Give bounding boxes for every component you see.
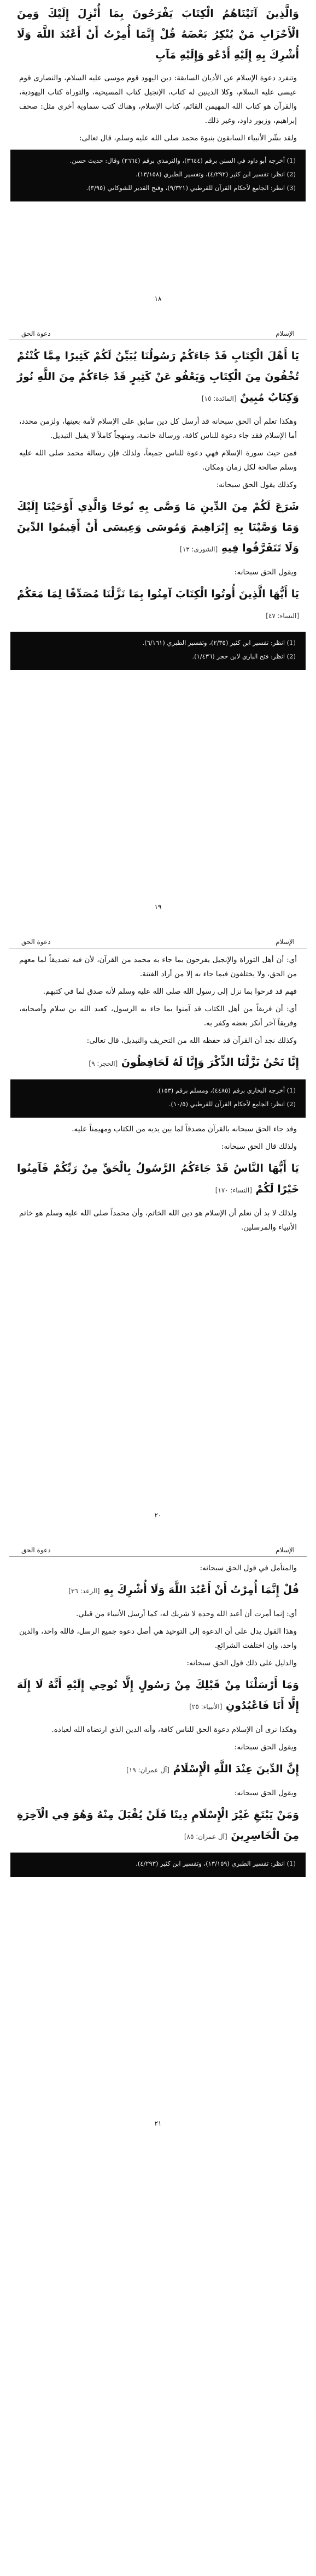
quran-verse: [5, 1673, 311, 1718]
quran-verse: [5, 1051, 311, 1075]
page-1: [5, 2, 311, 308]
paragraph: ولقد بشّر الأنبياء السابقون بنبوة محمد صلى الله عليه وسلم، قال تعالى:: [79, 134, 297, 143]
footnote: (1) انظر: تفسير الطبري (١٣/١٥٩)، وتفسير ابن كثير (٤/٢٩٣).: [136, 1860, 296, 1867]
running-head-left: دعوة الحق: [21, 938, 51, 946]
verse-text: وَمَا أَرْسَلْنَا مِنْ قَبْلِكَ مِنْ رَسُولٍ إِلَّا نُوحِي إِلَيْهِ أَنَّهُ لَا إِلَهَ إِلَّا أَنَا فَاعْبُدُونِ: [17, 1679, 299, 1712]
verse-reference: [النساء: ٤٧]: [266, 612, 299, 620]
verse-reference: [الشورى: ١٣]: [180, 545, 218, 553]
paragraph: أي: أن أهل التوراة والإنجيل يفرحون بما جاء به محمد من القرآن، لأن فيه تصديقاً لما معهم من الحق، ولا يختلفون فيما جاء به إلا من أراد الفتنة.: [19, 955, 297, 978]
page-number: ٢٠: [154, 1511, 162, 1519]
verse-text: قُلْ إِنَّمَا أُمِرْتُ أَنْ أَعْبُدَ اللَّهَ وَلَا أُشْرِكَ بِهِ: [103, 1584, 299, 1596]
page-number: ١٨: [154, 295, 162, 302]
quran-verse: [5, 1578, 311, 1602]
paragraph: ويقول الحق سبحانه:: [234, 1743, 297, 1752]
page-number: ٢١: [154, 2120, 162, 2127]
page-number: ١٩: [154, 903, 162, 911]
paragraph: وهذا القول يدل على أن الدعوة إلى التوحيد هي أصل دعوة جميع الرسل، فالله واحد، والدين واحد، وإن اختلفت الشرائع.: [19, 1627, 297, 1650]
footnote: (3) انظر: الجامع لأحكام القرآن للقرطبي (٩/٣٢١)، وفتح القدير للشوكاني (٣/٩٥).: [86, 184, 296, 192]
paragraph: ويقول الحق سبحانه:: [234, 568, 297, 577]
paragraph: فمن حيث سورة الإسلام فهي دعوة للناس جميعاً، ولذلك فإن رسالة محمد صلى الله عليه وسلم صالحة لكل زمان ومكان.: [19, 449, 297, 472]
paragraph: وقد جاء الحق سبحانه بالقرآن مصدقاً لما بين يديه من الكتاب ومهيمناً عليه.: [72, 1125, 297, 1133]
page-3: [5, 935, 311, 1524]
running-header: [9, 327, 307, 340]
running-head-left: دعوة الحق: [21, 1546, 51, 1554]
footnotes: [10, 1853, 306, 1877]
footnote: (1) أخرجه أبو داود في السنن برقم (٣٦٤٤)، والترمذي برقم (٢٦٦٤) وقال: حديث حسن.: [69, 157, 296, 164]
paragraph: ولذلك قال الحق سبحانه:: [221, 1142, 297, 1151]
footnote: (1) أخرجه البخاري برقم (٤٤٨٥)، ومسلم برقم (١٥٣).: [156, 1087, 296, 1094]
verse-reference: [الحجر: ٩]: [89, 1060, 118, 1067]
verse-reference: [الرعد: ٣٦]: [68, 1587, 100, 1595]
page-2: [5, 327, 311, 916]
verse-reference: [آل عمران: ٨٥]: [184, 1833, 227, 1841]
verse-reference: [المائدة: ١٥]: [201, 395, 237, 402]
paragraph: وتنفرد دعوة الإسلام عن الأديان السابقة: دين اليهود قوم موسى عليه السلام، والنصارى قوم عيسى عليه السلام، وكلا الدينين له كتاب، الإنجيل كتاب المسيحية، والتوراة كتاب اليهودية، والقرآن هو كتاب الله المهيمن القائم، كتاب الإسلام، وهناك كتب سماوية أخرى مثل: صحف إبراهيم، وزبور داود، وغير ذلك.: [19, 74, 297, 125]
paragraph: فهم قد فرحوا بما نزل إلى رسول الله صلى الله عليه وسلم لأنه صدق لما في كتبهم.: [43, 987, 297, 996]
verse-reference: [آل عمران: ١٩]: [126, 1766, 169, 1774]
verse-text: يَا أَهْلَ الْكِتَابِ قَدْ جَاءَكُمْ رَسُولُنَا يُبَيِّنُ لَكُمْ كَثِيرًا مِمَّا كُنْتُمْ تُخْفُونَ مِنَ الْكِتَابِ وَيَعْفُو عَنْ كَثِيرٍ قَدْ جَاءَكُمْ مِنَ اللَّهِ نُورٌ وَكِتَابٌ مُبِينٌ: [17, 350, 299, 403]
paragraph: وهكذا نرى أن الإسلام دعوة الحق للناس كافة، وأنه الدين الذي ارتضاه الله لعباده.: [51, 1725, 297, 1734]
footnote: (2) انظر: فتح الباري لابن حجر (١/٤٣٦).: [192, 652, 296, 660]
running-head-right: الإسلام: [276, 1546, 295, 1554]
quran-verse: وَالَّذِينَ آتَيْنَاهُمُ الْكِتَابَ يَفْرَحُونَ بِمَا أُنْزِلَ إِلَيْكَ وَمِنَ الْأَحْزَابِ مَنْ يُنْكِرُ بَعْضَهُ قُلْ إِنَّمَا أُمِرْتُ أَنْ أَعْبُدَ اللَّهَ وَلَا أُشْرِكَ بِهِ إِلَيْهِ أَدْعُو وَإِلَيْهِ مَآبِ: [17, 8, 299, 61]
verse-text: إِنَّ الدِّينَ عِنْدَ اللَّهِ الْإِسْلَامُ: [173, 1763, 299, 1775]
quran-verse: [5, 495, 311, 561]
running-head-right: الإسلام: [276, 938, 295, 946]
verse-text: شَرَعَ لَكُمْ مِنَ الدِّينِ مَا وَصَّى بِهِ نُوحًا وَالَّذِي أَوْحَيْنَا إِلَيْكَ وَمَا وَصَّيْنَا بِهِ إِبْرَاهِيمَ وَمُوسَى وَعِيسَى أَنْ أَقِيمُوا الدِّينَ وَلَا تَتَفَرَّقُوا فِيهِ: [17, 501, 299, 554]
paragraph: ولذلك لا بد أن نعلم أن الإسلام هو دين الله الخاتم، وأن محمداً صلى الله عليه وسلم هو خاتم الأنبياء والمرسلين.: [19, 1209, 297, 1232]
verse-text: إِنَّا نَحْنُ نَزَّلْنَا الذِّكْرَ وَإِنَّا لَهُ لَحَافِظُونَ: [121, 1056, 299, 1069]
verse-reference: [الأنبياء: ٢٥]: [189, 1703, 223, 1711]
paragraph: وهكذا تعلم أن الحق سبحانه قد أرسل كل دين سابق على الإسلام لأمة بعينها، ولزمن محدد، أما الإسلام فقد جاء دعوة للناس كافة، ورسالة خاتمة، ومنهجاً كاملاً لا يقبل التبديل.: [19, 417, 297, 440]
paragraph: والمتأمل في قول الحق سبحانه:: [200, 1564, 297, 1572]
quran-verse: [5, 1758, 311, 1782]
paragraph: وكذلك يقول الحق سبحانه:: [216, 480, 297, 489]
running-header: [9, 935, 307, 948]
verse-reference: [النساء: ١٧٠]: [215, 1186, 252, 1194]
footnote: (1) انظر: تفسير ابن كثير (٢/٣٥)، وتفسير الطبري (٦/١٦١).: [142, 639, 296, 646]
running-header: [9, 1543, 307, 1557]
footnotes: [10, 1079, 306, 1118]
footnotes: [10, 632, 306, 670]
paragraph: ويقول الحق سبحانه:: [234, 1789, 297, 1797]
verse-text: وَمَنْ يَبْتَغِ غَيْرَ الْإِسْلَامِ دِينًا فَلَنْ يُقْبَلَ مِنْهُ وَهُوَ فِي الْآخِرَةِ مِنَ الْخَاسِرِينَ: [17, 1809, 299, 1842]
quran-verse: [5, 345, 311, 410]
footnotes: [10, 150, 306, 201]
quran-verse: [5, 583, 311, 627]
running-head-left: دعوة الحق: [21, 330, 51, 337]
paragraph: والدليل على ذلك قول الحق سبحانه:: [186, 1659, 297, 1667]
quran-verse: [5, 1803, 311, 1848]
paragraph: أي: أن فريقاً من أهل الكتاب قد آمنوا بما جاء به الرسول، كعبد الله بن سلام وأصحابه، وفريقاً آخر أنكر بعضه وكفر به.: [19, 1005, 297, 1028]
footnote: (2) انظر: تفسير ابن كثير (٤/٢٩٢)، وتفسير الطبري (١٣/١٥٨).: [136, 170, 296, 178]
quran-verse: [5, 1157, 311, 1202]
running-head-right: الإسلام: [276, 330, 295, 337]
page-4: [5, 1543, 311, 2133]
verse-text: يَا أَيُّهَا الَّذِينَ أُوتُوا الْكِتَابَ آمِنُوا بِمَا نَزَّلْنَا مُصَدِّقًا لِمَا مَعَكُمْ: [17, 588, 299, 600]
paragraph: وكذلك نجد أن القرآن قد حفظه الله من التحريف والتبديل، قال تعالى:: [86, 1036, 297, 1045]
footnote: (2) انظر: الجامع لأحكام القرآن للقرطبي (١٠/٥).: [168, 1100, 296, 1108]
paragraph: أي: إنما أمرت أن أعبد الله وحده لا شريك له، كما أرسل الأنبياء من قبلي.: [75, 1610, 297, 1618]
verse-text: يَا أَيُّهَا النَّاسُ قَدْ جَاءَكُمُ الرَّسُولُ بِالْحَقِّ مِنْ رَبِّكُمْ فَآمِنُوا خَيْرًا لَكُمْ: [17, 1162, 299, 1195]
